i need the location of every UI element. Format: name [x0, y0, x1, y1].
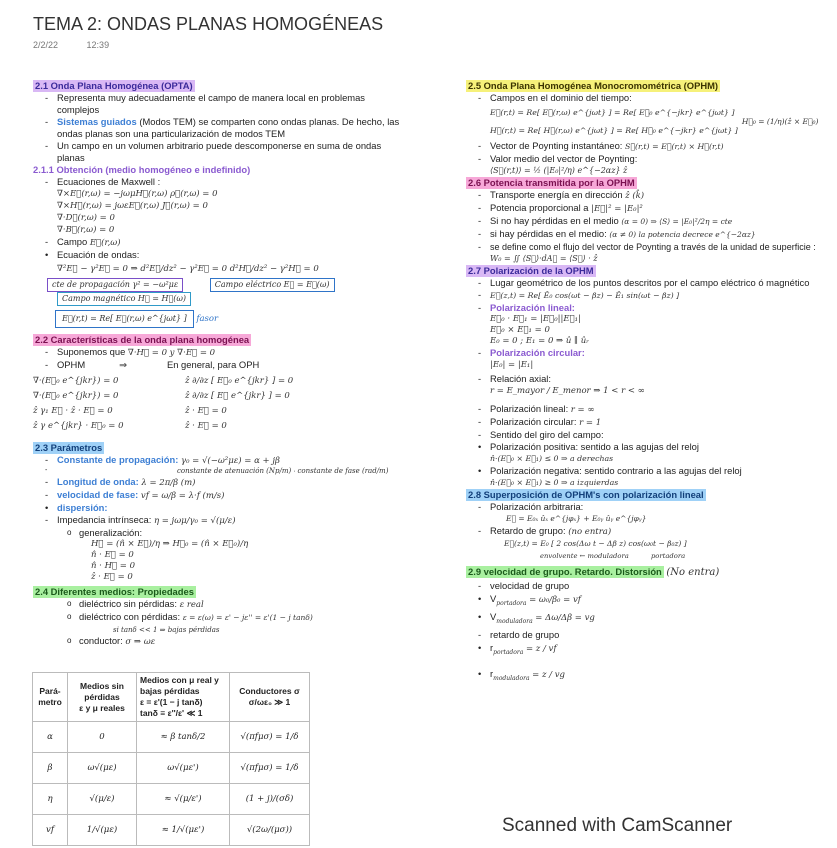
flux-hw: W₀ = ∬ ⟨S⃗⟩·dA⃗ = ⟨S⃗⟩ · ẑ: [490, 254, 598, 263]
vp-sub: portadora: [496, 599, 527, 607]
list-2-8b: [466, 525, 828, 538]
negative-pol-hw: n̂·(E⃗₀ × E⃗₁) ≥ 0 ⇒ a izquierdas: [490, 478, 619, 487]
table-cell: √(πfμσ) = 1/δ: [230, 722, 310, 753]
energy-hw: ẑ (k̂): [625, 191, 645, 201]
circular-pol-term: Polarización circular:: [490, 347, 585, 358]
carrier-note: portadora: [650, 552, 686, 560]
table-cell: ≈ √(μ/ε'): [137, 784, 230, 815]
rp-sub: portadora: [493, 648, 524, 656]
heading-2-7: 2.7 Polarización de la OPHM: [468, 265, 594, 276]
time-domain-fields: [466, 104, 828, 140]
char-eq: ẑ ∂/∂z [ E⃗ e^{jkr} ] = 0: [185, 391, 290, 401]
table-row: [33, 753, 310, 784]
time-domain-eqs: [466, 104, 738, 140]
list-2-3: [33, 454, 403, 539]
list-item: [466, 289, 828, 302]
table-cell: vf: [33, 815, 68, 846]
table-row: [33, 722, 310, 753]
heading-2-3: 2.3 Parámetros: [35, 442, 103, 453]
table-cell: √(πfμσ) = 1/δ: [230, 753, 310, 784]
char-eq: ẑ ∂/∂z [ E⃗₀ e^{jkr} ] = 0: [185, 376, 294, 386]
char-eq: ẑ · E⃗ = 0: [185, 421, 227, 431]
list-2-7: [466, 277, 828, 314]
list-item: [466, 302, 828, 314]
list-2-7e: [466, 465, 828, 477]
lin-eq: E⃗₀ × E⃗₁ = 0: [490, 325, 550, 335]
right-column: [466, 80, 828, 685]
table-cell: β: [33, 753, 68, 784]
list-item: o generalización:: [33, 527, 403, 539]
page-title: TEMA 2: ONDAS PLANAS HOMOGÉNEAS: [33, 14, 384, 34]
poynting-hw: S⃗(r,t) = E⃗(r,t) × H⃗(r,t): [625, 142, 724, 151]
list-item: [33, 635, 403, 648]
list-item: [33, 489, 403, 502]
list-2-5: [466, 92, 828, 104]
table-cell: ω√(με): [68, 753, 137, 784]
magnetic-field-box: Campo magnético H⃗ = H⃗(ω): [57, 292, 191, 306]
vp-hw: = ω₀/β₀ = vf: [529, 595, 581, 605]
guided-systems-text: (Modos TEM) se comparten cono ondas planas. De hecho, las ondas planas son una particularización de modos TEM: [57, 116, 400, 139]
list-item: - se define como el flujo del vector de Poynting a través de la unidad de superficie :: [466, 241, 828, 253]
table-cell: (1 + j)/(σδ): [230, 784, 310, 815]
list-item: - Campos en el dominio del tiempo:: [466, 92, 828, 104]
positive-pol-hw: n̂·(E⃗₀ × E⃗₁) ≤ 0 ⇒ a derechas: [490, 454, 614, 463]
circular-r-hw: r = 1: [579, 418, 602, 428]
list-item: [33, 624, 403, 635]
phase-velocity-term: velocidad de fase:: [57, 489, 139, 500]
char-eq: ẑ γ e^{jkr} · E⃗₀ = 0: [33, 421, 124, 431]
list-item: [33, 611, 403, 624]
lossy-label: dieléctrico con pérdidas:: [79, 611, 181, 622]
power-hw: |E⃗|² = |E₀|²: [591, 204, 643, 214]
rp-label: r: [490, 641, 494, 653]
dispersion-term: dispersión:: [57, 502, 108, 513]
linear-pol-eqs: [466, 314, 828, 347]
heading-2-8: 2.8 Superposición de OPHM's con polarización lineal: [468, 489, 704, 500]
vm-label: V: [490, 610, 497, 622]
impedance-label: Impedancia intrínseca:: [57, 514, 152, 525]
list-item: [33, 598, 403, 611]
list-item: - Polarización arbitraria:: [466, 501, 828, 513]
list-item: - Relación axial:: [466, 373, 828, 385]
list-2-1-1b: [33, 236, 403, 261]
list-item: [466, 525, 828, 538]
lossless-label: dieléctrico sin pérdidas:: [79, 598, 177, 609]
axial-ratio-hw: r = E_mayor / E_menor ⇒ 1 < r < ∞: [490, 386, 645, 396]
field-hw: E⃗(r,ω): [89, 238, 121, 248]
list-2-7b: [466, 347, 828, 359]
table-row: [33, 784, 310, 815]
media-properties-table: [32, 672, 310, 846]
table-cell: 0: [68, 722, 137, 753]
group-delay-eq: E⃗(z,t) = E₀ [ 2 cos(Δω t − Δβ z) cos(ω₀t − β₀z) ]: [504, 539, 687, 548]
h-field-eq: H⃗(r,t) = Re[ H⃗(r,ω) e^{jωt} ] = Re[ H⃗₀ e^{−jkr} e^{jωt} ]: [490, 126, 738, 135]
list-item: • Polarización negativa: sentido contrario a las agujas del reloj: [466, 465, 828, 477]
group-delay-note: (no entra): [568, 527, 612, 537]
ophm-label: OPHM: [57, 359, 86, 370]
list-2-2: [33, 346, 403, 371]
list-2-4: [33, 598, 403, 648]
propagation-box: cte de propagación γ² = −ω²με: [47, 278, 183, 292]
phase-velocity-hw: vf = ω/β = λ·f (m/s): [140, 491, 225, 501]
heading-2-6: 2.6 Potencia transmitida por la OPHM: [468, 177, 635, 188]
table-header-row: [33, 673, 310, 722]
list-2-1-1: [33, 176, 403, 188]
list-item: [466, 140, 828, 153]
table-header: Medios sin pérdidas ε y μ reales: [68, 673, 137, 722]
rm-label: r: [490, 667, 494, 679]
list-item: • Polarización positiva: sentido a las agujas del reloj: [466, 441, 828, 453]
oph-label: En general, para OPH: [166, 359, 260, 370]
list-item: [466, 641, 828, 667]
envelope-note: envolvente ← moduladora: [540, 552, 629, 560]
list-item: [466, 189, 828, 202]
linear-pol-term: Polarización lineal:: [490, 302, 575, 313]
table-header: Pará- metro: [33, 673, 68, 722]
loss-hw: (α ≠ 0) la potencia decrece e^{−2αz}: [609, 230, 756, 239]
table-cell: √(2ω/(μσ)): [230, 815, 310, 846]
list-item: [33, 116, 403, 140]
loss-label: si hay pérdidas en el medio:: [490, 228, 607, 239]
heading-2-9-row: [466, 566, 828, 579]
list-item: [466, 592, 828, 610]
list-2-1: [33, 92, 403, 164]
list-item: - Valor medio del vector de Poynting:: [466, 153, 828, 165]
list-item: [466, 416, 828, 429]
energy-label: Transporte energía en dirección: [490, 189, 623, 200]
list-item: [33, 346, 403, 359]
list-2-6: [466, 189, 828, 253]
low-loss-note: si tanδ << 1 ⇒ bajas pérdidas: [113, 626, 220, 634]
list-item: [466, 667, 828, 685]
list-item: [33, 359, 403, 371]
wave-equation: ∇²E⃗ − γ²E⃗ = 0 ⇒ d²E⃗/dz² − γ²E⃗ = 0 d²H⃗/dz² − γ²H⃗ = 0: [57, 264, 319, 274]
wavelength-term: Longitud de onda:: [57, 476, 139, 487]
oph-equations: [185, 374, 293, 434]
attenuation-note: constante de atenuación (Np/m): [177, 467, 292, 475]
heading-2-9-note: (No entra): [666, 567, 720, 578]
gen-eq: n̂ · E⃗ = 0: [91, 550, 134, 560]
maxwell-eq-4: ∇·B⃗(r,ω) = 0: [57, 225, 115, 235]
group-delay-notes: [466, 550, 828, 562]
linear-r-label: Polarización lineal:: [490, 403, 569, 414]
wave-boxes: [33, 275, 403, 306]
list-2-5b: [466, 140, 828, 165]
table-cell: ≈ β tanδ/2: [137, 722, 230, 753]
list-item: - velocidad de grupo: [466, 579, 828, 592]
rp-hw: = z / vf: [525, 643, 557, 654]
table-header: Conductores σ σ/ωε₀ ≫ 1: [230, 673, 310, 722]
heading-2-2: 2.2 Características de la onda plana homogénea: [35, 334, 250, 345]
gen-eq: H⃗ = (n̂ × E⃗)/η ⇒ H⃗₀ = (n̂ × E⃗₀)/η: [91, 539, 249, 549]
h0-relation: H⃗₀ = (1/η)(ẑ × E⃗₀): [741, 117, 819, 126]
no-loss-label: Si no hay pérdidas en el medio: [490, 215, 619, 226]
list-item: [466, 403, 828, 416]
meta-date: 2/2/22: [33, 40, 59, 50]
maxwell-eq-3: ∇·D⃗(r,ω) = 0: [57, 213, 115, 223]
vp-label: V: [490, 593, 497, 604]
assume-hw: ∇·H⃗ = 0 y ∇·E⃗ = 0: [127, 348, 216, 358]
list-item: [33, 502, 403, 514]
polarization-eq: E⃗(z,t) = Re[ Ê₀ cos(ωt − βz) − Ê₁ sin(ωt − βz) ]: [490, 291, 680, 300]
list-2-7c: [466, 371, 828, 385]
phasor-tag: fasor: [196, 314, 219, 324]
list-item: [33, 476, 403, 489]
phasor-row: [33, 306, 403, 328]
list-item: - Sentido del giro del campo:: [466, 429, 828, 441]
implies-arrow: ⇒: [119, 359, 127, 370]
linear-r-hw: r = ∞: [570, 405, 595, 415]
conductor-label: conductor:: [79, 635, 123, 646]
left-column: [33, 80, 403, 648]
heading-2-4: 2.4 Diferentes medios: Propiedades: [35, 586, 194, 597]
table-header: Medios con μ real y bajas pérdidas ε = ε'(1 − j tanδ) tanδ ≡ ε''/ε' ≪ 1: [137, 673, 230, 722]
list-item: [466, 215, 828, 228]
generalization-eqs: [33, 539, 403, 583]
heading-2-1: 2.1 Onda Plana Homogénea (OPTA): [35, 80, 193, 91]
list-item: [466, 228, 828, 241]
table-row: [33, 815, 310, 846]
field-label: Campo: [57, 236, 88, 247]
table-cell: 1/√(με): [68, 815, 137, 846]
meta-time: 12:39: [86, 40, 110, 50]
list-item: [33, 454, 403, 467]
electric-field-box: Campo eléctrico E⃗ = E⃗(ω): [210, 278, 335, 292]
char-eq: ẑ · E⃗ = 0: [185, 406, 227, 416]
table-cell: α: [33, 722, 68, 753]
lin-eq: E₀ = 0 ; E₁ = 0 ⇒ û ∥ ûᵣ: [490, 336, 590, 346]
conductor-hw: σ ⇒ ωε: [125, 637, 156, 647]
propagation-term: Constante de propagación:: [57, 454, 179, 465]
circular-r-label: Polarización circular:: [490, 416, 577, 427]
heading-2-5: 2.5 Onda Plana Homogénea Monocromométrica (OPHM): [468, 80, 719, 91]
wavelength-hw: λ = 2π/β (m): [141, 478, 196, 488]
maxwell-eq-1: ∇×E⃗(r,ω) = −jωμH⃗(r,ω) ρ⃗(r,ω) = 0: [57, 189, 218, 199]
list-item: [33, 514, 403, 527]
lossy-hw: ε = ε(ω) = ε' − jε'' = ε'(1 − j tanδ): [182, 613, 313, 622]
list-item: - Un campo en un volumen arbitrario puede descomponerse en suma de ondas planas: [33, 140, 403, 164]
list-item: - retardo de grupo: [466, 628, 828, 641]
impedance-hw: η = jωμ/γ₀ = √(μ/ε): [153, 516, 236, 526]
list-item: • Ecuación de ondas:: [33, 249, 403, 261]
characteristics-grid: [33, 371, 403, 434]
heading-2-1-1: 2.1.1 Obtención (medio homogéneo e indefinido): [33, 164, 251, 175]
no-loss-hw: (α = 0) ⇒ ⟨S⟩ = |E₀|²/2η = cte: [621, 217, 733, 226]
heading-2-9: 2.9 velocidad de grupo. Retardo. Distorsión: [468, 566, 662, 577]
e-field-eq: E⃗(r,t) = Re[ E⃗(r,ω) e^{jωt} ] = Re[ E⃗₀ e^{−jkr} e^{jωt} ]: [490, 108, 735, 117]
camscanner-watermark: Scanned with CamScanner: [502, 815, 733, 836]
list-item: - Ecuaciones de Maxwell :: [33, 176, 403, 188]
list-2-7d: [466, 403, 828, 453]
assume-label: Suponemos que: [57, 346, 126, 357]
list-item: - Representa muy adecuadamente el campo de manera local en problemas complejos: [33, 92, 403, 116]
group-delay-label: Retardo de grupo:: [490, 525, 566, 536]
char-eq: ∇·(E⃗₀ e^{jkr}) = 0: [33, 376, 119, 386]
list-2-8: [466, 501, 828, 513]
propagation-hw: γ₀ = √(−ω²με) = α + jβ: [180, 456, 280, 466]
rm-hw: = z / vg: [532, 669, 565, 680]
poynting-mean-hw: ⟨S⃗(r,t)⟩ = ½ (|E₀|²/η) e^{−2αz} ẑ: [490, 166, 628, 175]
list-item: - constante de atenuación (Np/m) · constante de fase (rad/m): [33, 467, 403, 476]
list-item: [466, 347, 828, 359]
list-item: [33, 236, 403, 249]
vm-hw: = Δω/Δβ = vg: [535, 612, 595, 623]
table-cell: ω√(με'): [137, 753, 230, 784]
page-meta: [33, 39, 135, 51]
table-cell: √(μ/ε): [68, 784, 137, 815]
gen-eq: ẑ · E⃗ = 0: [91, 572, 133, 582]
vm-sub: moduladora: [496, 617, 533, 625]
rm-sub: moduladora: [493, 674, 530, 682]
circular-pol-hw: |E₀| = |E₁|: [490, 360, 534, 370]
lin-eq: E⃗₀ · E⃗₁ = |E⃗₀||E⃗₁|: [490, 314, 581, 324]
char-eq: ẑ γ₁ E⃗ · ẑ · E⃗ = 0: [33, 406, 113, 416]
phasor-box: E⃗(r,t) = Re[ E⃗(r,ω) e^{jωt} ]: [55, 310, 194, 328]
list-item: [466, 610, 828, 628]
phase-note: constante de fase (rad/m): [297, 467, 389, 475]
list-2-9: [466, 579, 828, 685]
power-label: Potencia proporcional a: [490, 202, 589, 213]
lossless-hw: ε real: [179, 600, 204, 610]
maxwell-eq-2: ∇×H⃗(r,ω) = jωεE⃗(r,ω) J⃗(r,ω) = 0: [57, 201, 208, 211]
gen-eq: n̂ · H⃗ = 0: [91, 561, 136, 571]
char-eq: ∇·(E⃗₀ e^{jkr}) = 0: [33, 391, 119, 401]
poynting-label: Vector de Poynting instantáneo:: [490, 140, 623, 151]
table-cell: η: [33, 784, 68, 815]
table-cell: ≈ 1/√(με'): [137, 815, 230, 846]
arbitrary-pol-hw: E⃗ = E₀ₓ ûₓ e^{jφₓ} + E₀ᵧ ûᵧ e^{jφᵧ}: [506, 514, 647, 523]
list-item: [466, 202, 828, 215]
guided-systems-term: Sistemas guiados: [57, 116, 137, 127]
list-item: - Lugar geométrico de los puntos descritos por el campo eléctrico ó magnético: [466, 277, 828, 289]
ophm-equations: [33, 374, 185, 434]
